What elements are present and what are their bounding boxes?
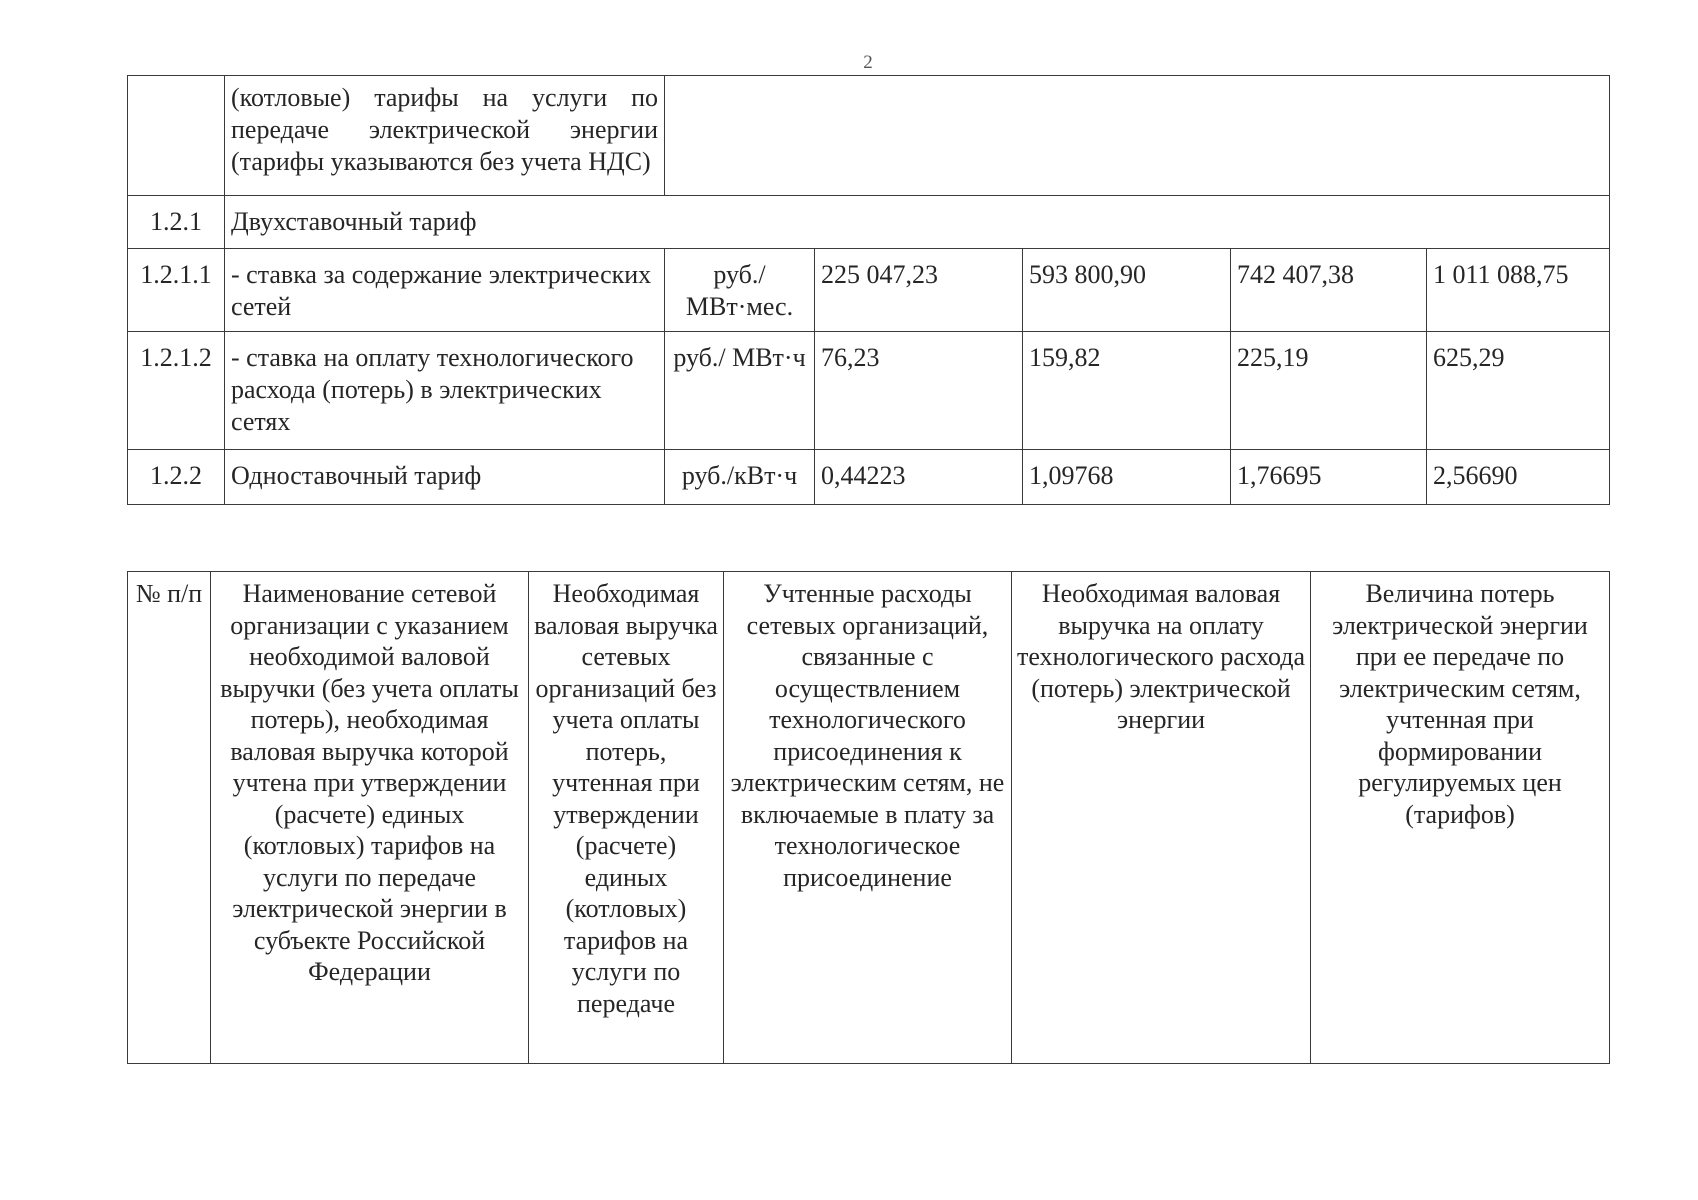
table-row (128, 249, 1610, 332)
row-value: 76,23 (815, 332, 1023, 450)
page-number: 2 (863, 52, 873, 73)
row-name: Одноставочный тариф (225, 450, 665, 505)
row-value: 225 047,23 (815, 249, 1023, 332)
row-value: 625,29 (1427, 332, 1610, 450)
row-value: 742 407,38 (1231, 249, 1427, 332)
row-value: 2,56690 (1427, 450, 1610, 505)
row-number: 1.2.1.2 (128, 332, 225, 450)
table-row (128, 332, 1610, 450)
row-name: - ставка за содержание электрических сетей (225, 249, 665, 332)
table-row (128, 450, 1610, 505)
row-name: - ставка на оплату технологического расхода (потерь) в электрических сетях (225, 332, 665, 450)
row-number: 1.2.1.1 (128, 249, 225, 332)
empty-cell (665, 76, 1610, 196)
row-value: 1,76695 (1231, 450, 1427, 505)
row-unit: руб./ МВт·мес. (665, 249, 815, 332)
tariff-table (127, 75, 1610, 505)
column-header-number: № п/п (128, 572, 211, 1064)
empty-cell (128, 76, 225, 196)
row-value: 1 011 088,75 (1427, 249, 1610, 332)
column-header-loss-revenue: Необходимая валовая выручка на оплату технологического расхода (потерь) электрической энергии (1012, 572, 1311, 1064)
column-header-organization: Наименование сетевой организации с указанием необходимой валовой выручки (без учета оплаты потерь), необходимая валовая выручка которой учтена при утверждении (расчете) единых (котловых) тарифов на услуги по передаче электрической энергии в субъекте Российской Федерации (211, 572, 529, 1064)
row-value: 1,09768 (1023, 450, 1231, 505)
table-row (128, 76, 1610, 196)
column-header-revenue: Необходимая валовая выручка сетевых организаций без учета оплаты потерь, учтенная при утверждении (расчете) единых (котловых) тарифов на услуги по передаче (529, 572, 724, 1064)
row-number: 1.2.1 (128, 196, 225, 249)
table-row (128, 196, 1610, 249)
column-header-connection-costs: Учтенные расходы сетевых организаций, связанные с осуществлением технологического присоединения к электрическим сетям, не включаемые в плату за технологическое присоединение (724, 572, 1012, 1064)
intro-text-cell: (котловые) тарифы на услуги по передаче электрической энергии (тарифы указываются без учета НДС) (225, 76, 665, 196)
row-unit: руб./ МВт·ч (665, 332, 815, 450)
header-table (127, 571, 1610, 1064)
row-value: 593 800,90 (1023, 249, 1231, 332)
row-value: 159,82 (1023, 332, 1231, 450)
row-number: 1.2.2 (128, 450, 225, 505)
column-header-loss-volume: Величина потерь электрической энергии при ее передаче по электрическим сетям, учтенная при формировании регулируемых цен (тарифов) (1311, 572, 1610, 1064)
row-value: 0,44223 (815, 450, 1023, 505)
table-header-row (128, 572, 1610, 1064)
row-unit: руб./кВт·ч (665, 450, 815, 505)
row-value: 225,19 (1231, 332, 1427, 450)
row-name: Двухставочный тариф (225, 196, 1610, 249)
